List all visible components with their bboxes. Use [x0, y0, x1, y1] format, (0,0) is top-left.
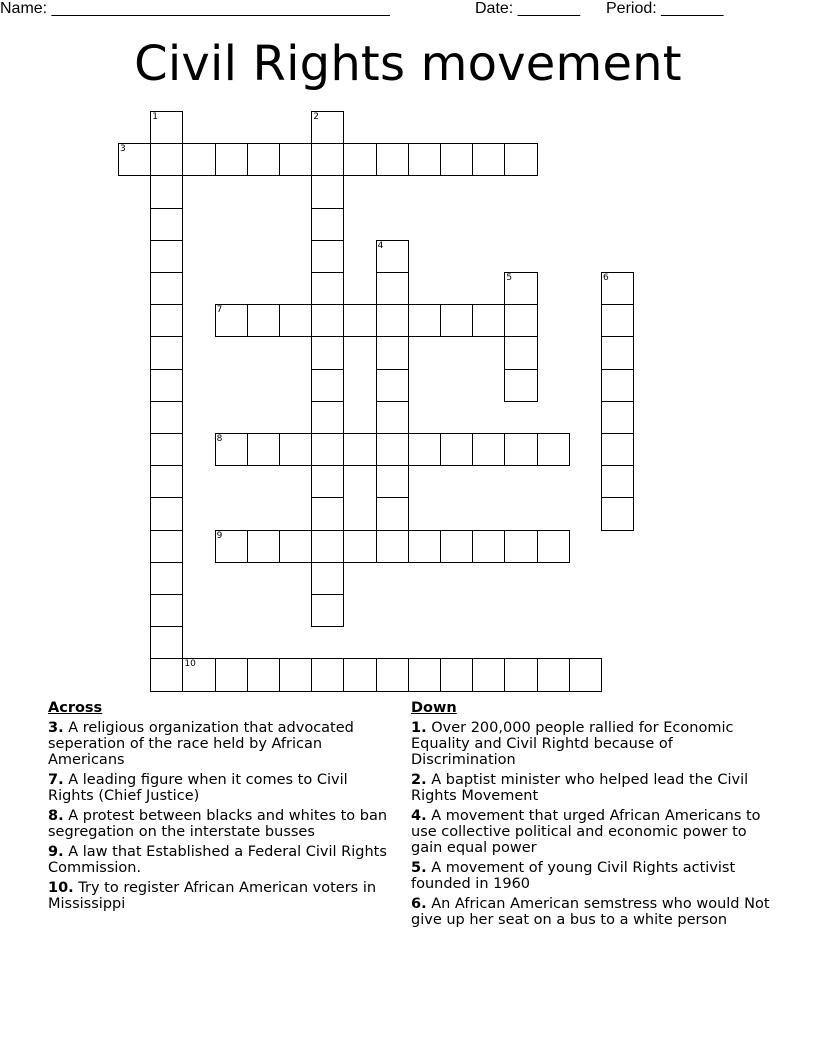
clue-number-label: 5 [506, 273, 513, 283]
clue-text: A leading figure when it comes to Civil Rights (Chief Justice) [48, 772, 348, 804]
clue-text: An African American semstress who would Not give up her seat on a bus to a white person [411, 896, 770, 928]
crossword-cell[interactable] [311, 175, 344, 208]
crossword-cell[interactable] [472, 143, 505, 176]
crossword-cell[interactable] [150, 143, 183, 176]
crossword-cell[interactable] [376, 143, 409, 176]
clue-down-6 [411, 896, 771, 928]
crossword-cell[interactable] [247, 658, 280, 691]
clue-number: 8. [48, 808, 64, 824]
crossword-cell[interactable] [311, 562, 344, 595]
crossword-cell[interactable] [150, 369, 183, 402]
crossword-cell[interactable] [601, 401, 634, 434]
crossword-cell[interactable] [601, 465, 634, 498]
clue-text: A movement of young Civil Rights activist founded in 1960 [411, 860, 736, 892]
crossword-cell[interactable] [150, 626, 183, 659]
clue-number: 5. [411, 860, 427, 876]
clue-number-label: 3 [120, 144, 126, 155]
crossword-cell[interactable] [569, 658, 602, 691]
crossword-cell[interactable] [504, 369, 537, 402]
clue-number-label: 2 [313, 112, 319, 122]
clue-text: A movement that urged African Americans to use collective political and economic power to gain equal power [411, 808, 761, 856]
clue-number: 9. [48, 844, 64, 860]
clue-text: A baptist minister who helped lead the Civil Rights Movement [411, 772, 749, 804]
clue-across-7 [48, 772, 393, 804]
crossword-cell[interactable] [247, 433, 280, 466]
crossword-cell[interactable] [182, 143, 215, 176]
crossword-cell[interactable] [440, 143, 473, 176]
crossword-cell[interactable] [408, 143, 441, 176]
clue-number-label: 10 [184, 659, 196, 670]
crossword-cell[interactable] [343, 433, 376, 466]
crossword-cell[interactable] [311, 304, 344, 337]
crossword-cell[interactable] [311, 336, 344, 369]
crossword-cell[interactable] [150, 594, 183, 627]
crossword-cell[interactable] [118, 143, 151, 176]
crossword-cell[interactable] [150, 562, 183, 595]
crossword-cell[interactable] [376, 497, 409, 530]
crossword-cell[interactable] [150, 433, 183, 466]
crossword-cell[interactable] [376, 465, 409, 498]
period-field[interactable]: Period: _______ [606, 0, 724, 17]
crossword-cell[interactable] [150, 240, 183, 273]
across-clues [48, 700, 393, 916]
crossword-cell[interactable] [376, 433, 409, 466]
crossword-cell[interactable] [408, 433, 441, 466]
crossword-cell[interactable] [279, 143, 312, 176]
crossword-cell[interactable] [601, 272, 634, 305]
crossword-cell[interactable] [376, 401, 409, 434]
crossword-cell[interactable] [279, 530, 312, 563]
crossword-cell[interactable] [311, 240, 344, 273]
crossword-cell[interactable] [150, 530, 183, 563]
crossword-cell[interactable] [247, 304, 280, 337]
crossword-cell[interactable] [376, 658, 409, 691]
crossword-cell[interactable] [601, 369, 634, 402]
crossword-cell[interactable] [472, 304, 505, 337]
crossword-cell[interactable] [408, 530, 441, 563]
crossword-cell[interactable] [311, 433, 344, 466]
crossword-cell[interactable] [311, 497, 344, 530]
crossword-cell[interactable] [311, 369, 344, 402]
crossword-cell[interactable] [150, 304, 183, 337]
crossword-cell[interactable] [311, 401, 344, 434]
clue-number: 6. [411, 896, 427, 912]
clue-number-label: 8 [216, 434, 223, 444]
crossword-cell[interactable] [343, 143, 376, 176]
clue-number: 1. [411, 720, 427, 736]
crossword-cell[interactable] [150, 336, 183, 369]
crossword-cell[interactable] [537, 658, 570, 691]
clue-number: 4. [411, 808, 427, 824]
clue-number: 10. [48, 880, 74, 896]
name-field[interactable]: Name: ______________________________________ [0, 0, 390, 17]
crossword-cell[interactable] [279, 304, 312, 337]
crossword-cell[interactable] [537, 433, 570, 466]
clue-number-label: 6 [603, 273, 609, 283]
clue-number-label: 4 [377, 240, 384, 251]
crossword-cell[interactable] [504, 143, 537, 176]
crossword-cell[interactable] [376, 304, 409, 337]
crossword-cell[interactable] [247, 530, 280, 563]
crossword-cell[interactable] [247, 143, 280, 176]
across-heading: Across [48, 700, 103, 716]
crossword-cell[interactable] [440, 433, 473, 466]
crossword-cell[interactable] [311, 658, 344, 691]
crossword-cell[interactable] [504, 530, 537, 563]
clue-text: Try to register African American voters in Mississippi [48, 880, 377, 912]
crossword-cell[interactable] [150, 401, 183, 434]
crossword-cell[interactable] [601, 497, 634, 530]
clue-down-1 [411, 720, 771, 768]
crossword-cell[interactable] [343, 530, 376, 563]
clue-across-8 [48, 808, 393, 840]
clue-across-10 [48, 880, 393, 912]
crossword-cell[interactable] [343, 658, 376, 691]
crossword-cell[interactable] [408, 304, 441, 337]
crossword-cell[interactable] [150, 272, 183, 305]
clue-number-label: 9 [216, 530, 223, 541]
crossword-cell[interactable] [601, 304, 634, 337]
clue-down-5 [411, 860, 771, 892]
clue-down-4 [411, 808, 771, 856]
crossword-cell[interactable] [150, 658, 183, 691]
crossword-cell[interactable] [182, 658, 215, 691]
crossword-cell[interactable] [472, 658, 505, 691]
crossword-cell[interactable] [311, 272, 344, 305]
page-title: Civil Rights movement [134, 36, 682, 92]
clue-number: 7. [48, 772, 64, 788]
down-clues [411, 700, 771, 932]
crossword-cell[interactable] [150, 208, 183, 241]
crossword-cell[interactable] [440, 304, 473, 337]
crossword-cell[interactable] [504, 336, 537, 369]
crossword-cell[interactable] [279, 658, 312, 691]
crossword-cell[interactable] [472, 433, 505, 466]
crossword-cell[interactable] [504, 304, 537, 337]
crossword-cell[interactable] [215, 530, 248, 563]
crossword-cell[interactable] [311, 208, 344, 241]
crossword-cell[interactable] [311, 530, 344, 563]
crossword-cell[interactable] [504, 272, 537, 305]
clue-text: A protest between blacks and whites to ban segregation on the interstate busses [48, 808, 388, 840]
clue-number-label: 1 [152, 112, 158, 122]
crossword-cell[interactable] [504, 658, 537, 691]
clue-number-label: 7 [216, 305, 223, 316]
crossword-cell[interactable] [279, 433, 312, 466]
crossword-cell[interactable] [150, 465, 183, 498]
clue-text: A religious organization that advocated seperation of the race held by African Americans [48, 720, 354, 768]
clue-number: 2. [411, 772, 427, 788]
crossword-cell[interactable] [601, 336, 634, 369]
crossword-cell[interactable] [472, 530, 505, 563]
crossword-cell[interactable] [376, 272, 409, 305]
crossword-cell[interactable] [215, 304, 248, 337]
crossword-cell[interactable] [343, 304, 376, 337]
crossword-cell[interactable] [504, 433, 537, 466]
crossword-cell[interactable] [311, 111, 344, 144]
date-field[interactable]: Date: _______ [475, 0, 580, 17]
crossword-cell[interactable] [376, 336, 409, 369]
crossword-cell[interactable] [376, 369, 409, 402]
crossword-cell[interactable] [376, 240, 409, 273]
down-heading: Down [411, 700, 457, 716]
crossword-cell[interactable] [440, 530, 473, 563]
crossword-cell[interactable] [150, 111, 183, 144]
crossword-cell[interactable] [150, 175, 183, 208]
clue-text: A law that Established a Federal Civil Rights Commission. [48, 844, 387, 876]
crossword-cell[interactable] [215, 433, 248, 466]
crossword-cell[interactable] [311, 594, 344, 627]
clue-text: Over 200,000 people rallied for Economic Equality and Civil Rightd because of Discrimination [411, 720, 734, 768]
crossword-cell[interactable] [537, 530, 570, 563]
crossword-cell[interactable] [311, 143, 344, 176]
clue-number: 3. [48, 720, 64, 736]
crossword-cell[interactable] [215, 658, 248, 691]
crossword-cell[interactable] [376, 530, 409, 563]
crossword-cell[interactable] [215, 143, 248, 176]
crossword-cell[interactable] [601, 433, 634, 466]
crossword-cell[interactable] [311, 465, 344, 498]
crossword-cell[interactable] [408, 658, 441, 691]
clue-across-9 [48, 844, 393, 876]
clue-down-2 [411, 772, 771, 804]
crossword-cell[interactable] [150, 497, 183, 530]
crossword-cell[interactable] [440, 658, 473, 691]
clue-across-3 [48, 720, 393, 768]
